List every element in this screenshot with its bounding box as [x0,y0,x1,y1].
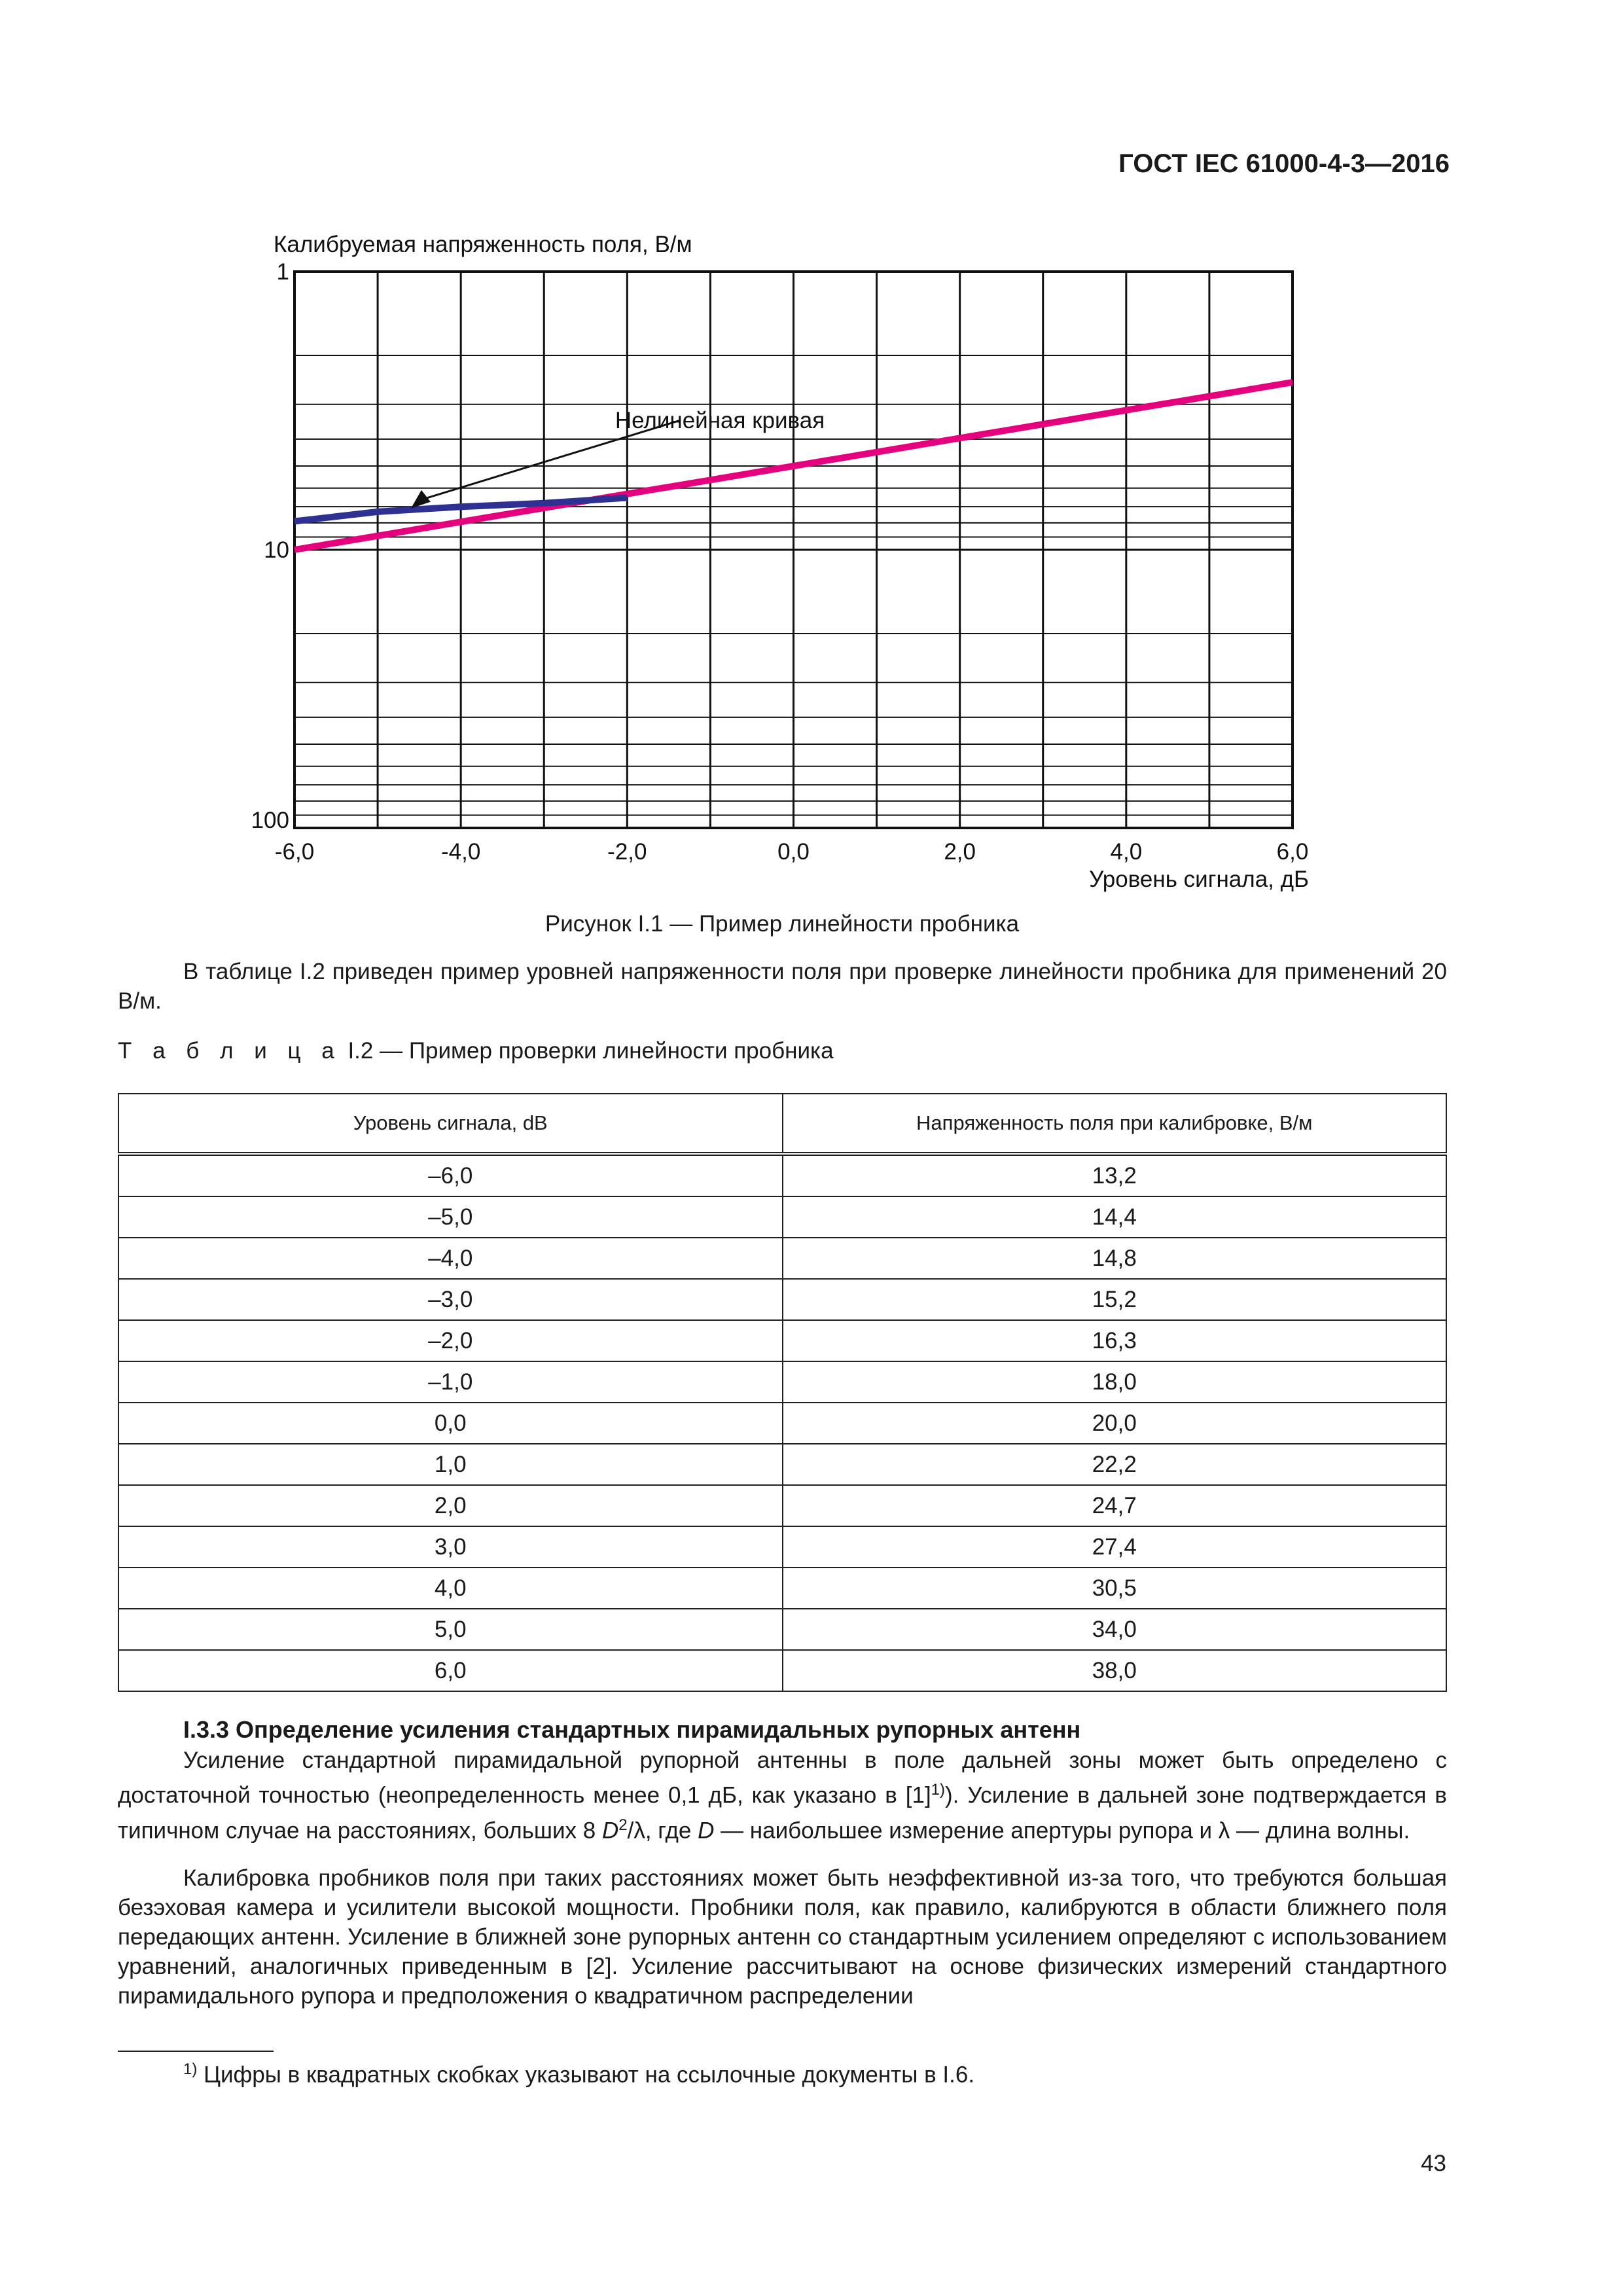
page-number: 43 [1421,2151,1446,2176]
header-signal-level: Уровень сигнала, dB [118,1094,783,1154]
cell-signal-level: 3,0 [118,1526,783,1568]
header-field-strength: Напряженность поля при калибровке, В/м [783,1094,1447,1154]
cell-signal-level: 1,0 [118,1444,783,1485]
table-row [118,1154,1446,1196]
table-row [118,1650,1446,1691]
y-tick-label: 100 [251,808,289,833]
table-title [118,1038,834,1064]
x-tick-label: -2,0 [607,839,647,865]
table-row [118,1444,1446,1485]
x-tick-label: 6,0 [1276,839,1309,865]
x-tick-label: 2,0 [944,839,976,865]
table-row [118,1238,1446,1279]
cell-signal-level: –3,0 [118,1279,783,1320]
chart-labels [251,232,1309,892]
footnote [183,2060,974,2089]
intro-text: В таблице I.2 приведен пример уровней напряженности поля при проверке линейности пробника для применений 20 В/м. [118,959,1447,1014]
p1-symbol-d2: D [698,1818,715,1844]
y-tick-label: 1 [276,259,289,285]
section-heading: I.3.3 Определение усиления стандартных пирамидальных рупорных антенн [183,1716,1081,1743]
cell-field-strength: 34,0 [783,1609,1447,1650]
x-axis-title: Уровень сигнала, дБ [1089,867,1309,892]
cell-field-strength: 14,4 [783,1196,1447,1238]
x-tick-label: 4,0 [1110,839,1143,865]
cell-field-strength: 30,5 [783,1568,1447,1609]
cell-signal-level: –4,0 [118,1238,783,1279]
table-row [118,1526,1446,1568]
cell-signal-level: –5,0 [118,1196,783,1238]
table-row [118,1196,1446,1238]
p1-exponent: 2 [618,1816,628,1834]
p1-text-a: Усиление стандартной пирамидальной рупорной антенны в поле дальней зоны может быть определено с достаточной точностью (неопределенность менее 0,1 дБ, как указано в [1] [118,1748,1447,1808]
table-row [118,1320,1446,1361]
cell-signal-level: 0,0 [118,1403,783,1444]
cell-signal-level: –2,0 [118,1320,783,1361]
footnote-separator [118,2051,274,2052]
x-tick-label: -6,0 [274,839,315,865]
footnote-text: Цифры в квадратных скобках указывают на ссылочные документы в I.6. [197,2062,975,2088]
cell-signal-level: 2,0 [118,1485,783,1526]
figure-caption: Рисунок I.1 — Пример линейности пробника [544,911,1020,937]
cell-field-strength: 15,2 [783,1279,1447,1320]
section-paragraph-1 [118,1746,1447,1845]
cell-field-strength: 22,2 [783,1444,1447,1485]
y-tick-label: 10 [264,537,289,563]
table-title-rest: I.2 — Пример проверки линейности пробника [341,1038,834,1064]
cell-field-strength: 24,7 [783,1485,1447,1526]
p2-text: Калибровка пробников поля при таких расстояниях может быть неэффективной из-за того, что требуются большая безэховая камера и усилители высокой мощности. Пробники поля, как правило, калибруются в области ближнего поля передающих антенн. Усиление в ближней зоне рупорных антенн со стандартным усилением определяют с использованием уравнений, аналогичных приведенным в [2]. Усиление рассчитывают на основе физических измерений стандартного пирамидального рупора и предположения о квадратичном распределении [118,1865,1447,2009]
linearity-table [118,1093,1447,1692]
table-row [118,1609,1446,1650]
table-row [118,1279,1446,1320]
cell-field-strength: 16,3 [783,1320,1447,1361]
table-row [118,1568,1446,1609]
cell-field-strength: 13,2 [783,1154,1447,1196]
cell-field-strength: 14,8 [783,1238,1447,1279]
section-paragraph-2 [118,1863,1447,2011]
cell-field-strength: 27,4 [783,1526,1447,1568]
cell-signal-level: 6,0 [118,1650,783,1691]
table-row [118,1361,1446,1403]
y-axis-title: Калибруемая напряженность поля, В/м [274,232,692,257]
cell-field-strength: 20,0 [783,1403,1447,1444]
cell-signal-level: 4,0 [118,1568,783,1609]
cell-signal-level: –6,0 [118,1154,783,1196]
table-row [118,1485,1446,1526]
chart-grid [294,272,1293,828]
x-tick-label: -4,0 [441,839,481,865]
cell-signal-level: 5,0 [118,1609,783,1650]
linearity-chart [0,0,1623,910]
annotation-label: Нелинейная кривая [615,408,825,433]
document-header: ГОСТ IEC 61000-4-3—2016 [1118,149,1450,178]
x-tick-label: 0,0 [777,839,810,865]
p1-text-b: ). Усиление в дальней зоне подтверждается в типичном случае на расстояниях, больших 8 [118,1782,1447,1844]
table-title-label: Т а б л и ц а [118,1038,342,1064]
p1-text-d: — наибольшее измерение апертуры рупора и λ — длина волны. [714,1818,1410,1844]
footnote-mark: 1) [183,2060,198,2078]
p1-footnote-ref: 1) [931,1781,946,1799]
table-header-row [118,1094,1446,1154]
p1-text-c: /λ, где [627,1818,698,1844]
cell-field-strength: 18,0 [783,1361,1447,1403]
table-row [118,1403,1446,1444]
intro-paragraph [118,957,1447,1016]
cell-field-strength: 38,0 [783,1650,1447,1691]
p1-symbol-d: D [601,1818,619,1844]
cell-signal-level: –1,0 [118,1361,783,1403]
